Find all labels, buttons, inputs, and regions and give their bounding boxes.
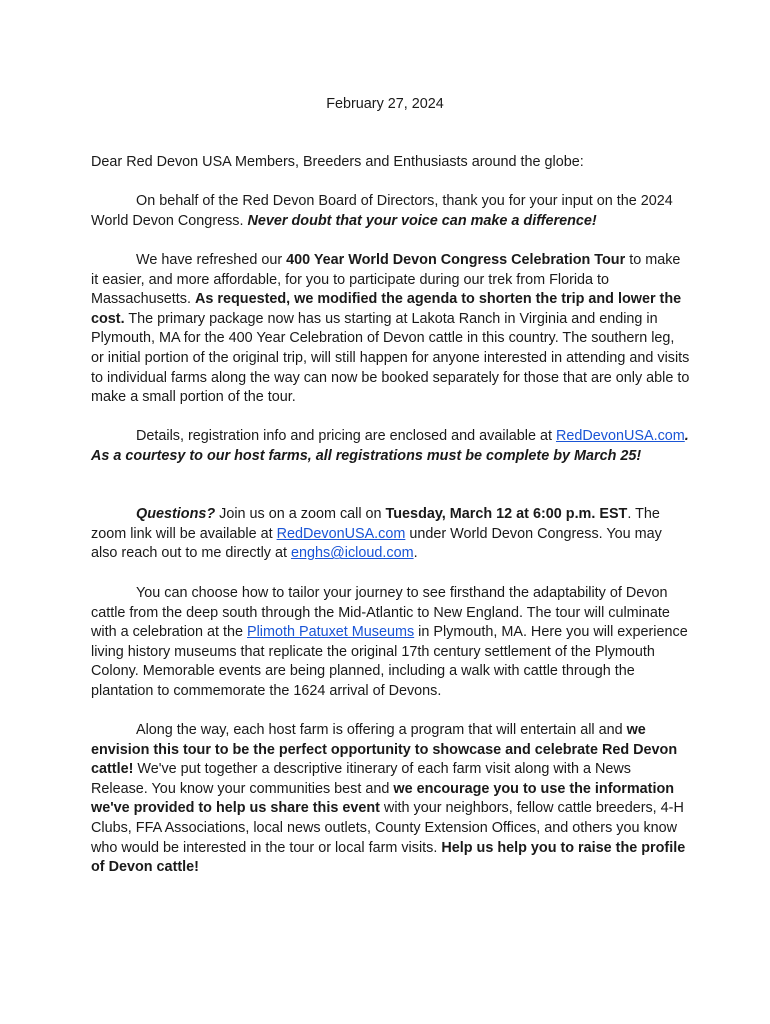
- text: Details, registration info and pricing are enclosed and available at: [136, 428, 556, 444]
- text: The primary package now has us starting at Lakota Ranch in Virginia and ending in Plymouth, MA for the 400 Year Celebration of Devon cattle in this country. The southern leg, or initial portion of the original trip, will still happen for anyone interested in attending and visits to individual farms along the way can now be booked separately for those that are only able to make a small portion of the tour.: [91, 310, 690, 406]
- emphasis-text: As requested, we modified the agenda to shorten the trip and lower the cost.: [91, 291, 682, 327]
- plimoth-patuxet-link[interactable]: Plimoth Patuxet Museums: [247, 624, 415, 641]
- text: in Plymouth, MA. Here you will experience living history museums that replicate the original 17th century settlement of the Plymouth Colony. Memorable events are being planned, including a walk with cattle through the plantation to commemorate the 1624 arrival of Devons.: [91, 624, 688, 699]
- emphasis-text: we envision this tour to be the perfect opportunity to showcase and celebrate Red Devon cattle!: [91, 722, 678, 778]
- paragraph-host-farms: [91, 721, 691, 878]
- text: .: [413, 545, 418, 562]
- emphasis-text: Never doubt that your voice can make a difference!: [247, 212, 597, 229]
- zoom-datetime: Tuesday, March 12 at 6:00 p.m. EST: [385, 506, 628, 522]
- questions-label: Questions?: [136, 506, 216, 522]
- tour-name: 400 Year World Devon Congress Celebration Tour: [286, 252, 626, 268]
- registration-deadline: . As a courtesy to our host farms, all registrations must be complete by March 25!: [91, 428, 689, 464]
- paragraph-journey: [91, 584, 691, 702]
- text: You can choose how to tailor your journey to see firsthand the adaptability of Devon cattle from the deep south through the Mid-Atlantic to New England. The tour will culminate with a celebration at the: [91, 585, 670, 641]
- text: On behalf of the Red Devon Board of Directors, thank you for your input on the 2024 World Devon Congress.: [91, 193, 673, 229]
- closing-emphasis: Help us help you to raise the profile of Devon cattle!: [91, 839, 686, 876]
- emphasis-text: we encourage you to use the information we've provided to help us share this event: [91, 780, 675, 817]
- text: Join us on a zoom call on: [215, 506, 386, 522]
- paragraph-registration: [91, 427, 691, 466]
- letter-date: February 27, 2024: [326, 96, 444, 112]
- text: with your neighbors, fellow cattle breeders, 4-H Clubs, FFA Associations, local news outlets, County Extension Offices, and others you know who would be interested in the tour or local farm visits.: [91, 800, 684, 856]
- text: to make it easier, and more affordable, for you to participate during our trek from Florida to Massachusetts.: [91, 252, 681, 308]
- text: We've put together a descriptive itinerary of each farm visit along with a News Release. You know your communities best and: [91, 761, 631, 797]
- paragraph-tour-refresh: [91, 251, 691, 408]
- text: We have refreshed our: [136, 252, 287, 268]
- salutation: Dear Red Devon USA Members, Breeders and Enthusiasts around the globe:: [91, 154, 584, 170]
- reddevonusa-link[interactable]: RedDevonUSA.com: [276, 525, 406, 542]
- paragraph-thanks: [91, 192, 691, 231]
- email-link[interactable]: enghs@icloud.com: [290, 545, 414, 562]
- reddevonusa-link[interactable]: RedDevonUSA.com: [555, 428, 685, 444]
- text: Along the way, each host farm is offering a program that will entertain all and: [136, 722, 627, 738]
- paragraph-questions: [91, 505, 691, 564]
- text: . The zoom link will be available at: [91, 506, 660, 542]
- text: under World Devon Congress. You may also reach out to me directly at: [91, 525, 662, 562]
